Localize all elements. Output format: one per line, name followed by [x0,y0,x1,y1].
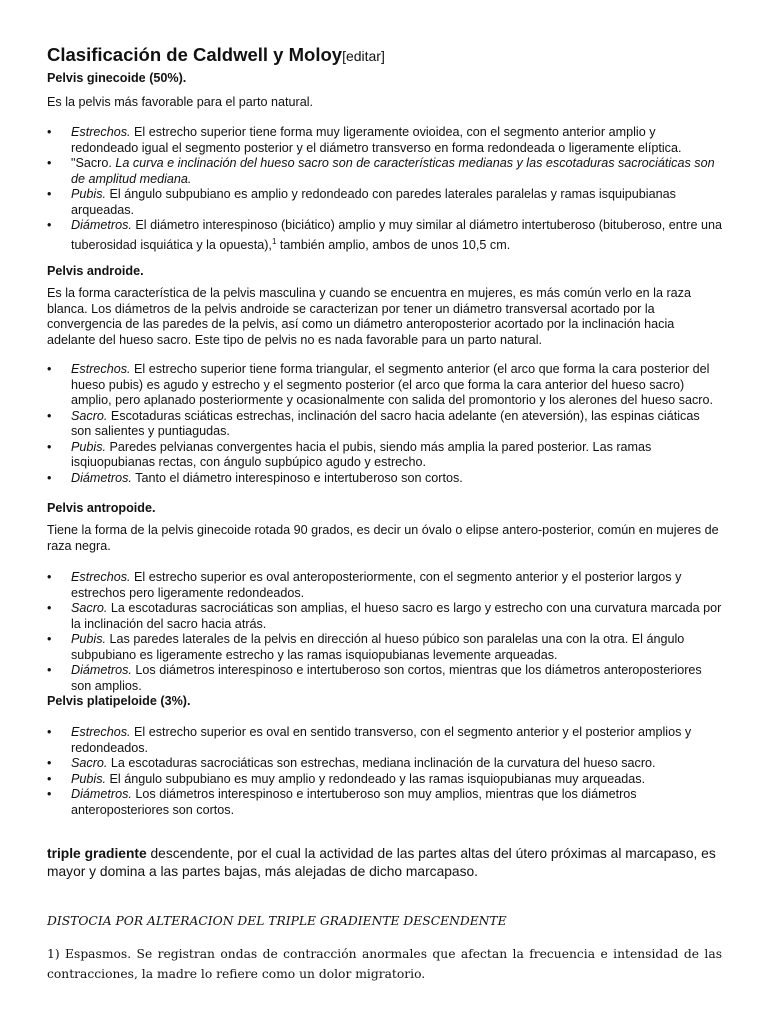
list-item: • Sacro. La escotaduras sacrociáticas son estrechas, mediana inclinación de la curvatura del hueso sacro. [47,756,722,772]
list-item: • Pubis. Paredes pelvianas convergentes hacia el pubis, siendo más amplia la pared posterior. Las ramas isqiuopubianas rectas, con ángulo supbúpico agudo y estrecho. [47,440,722,471]
list-platipeloide [47,725,722,818]
section-heading-platipeloide: Pelvis platipeloide (3%). [47,694,191,708]
list-item: • Estrechos. El estrecho superior tiene forma triangular, el segmento anterior (el arco que forma la cara posterior del hueso pubis) es agudo y estrecho y el segmento posterior (el arco que forma la cara anterior del hueso sacro) amplio, pero aplanado posteriormente y ocasionalmente con salida del promontorio y los alerones del hueso sacro. [47,362,722,409]
list-item: • Sacro. La escotaduras sacrociáticas son amplias, el hueso sacro es largo y estrecho con una curvatura marcada por la inclinación del sacro hacia atrás. [47,601,722,632]
page-title [47,44,385,66]
gradient-paragraph: triple gradiente descendente, por el cual la actividad de las partes altas del útero próximas al marcapaso, es mayor y domina a las partes bajas, más alejadas de dicho marcapaso. [47,846,716,879]
list-item: • Diámetros. Los diámetros interespinoso e intertuberoso son muy amplios, mientras que los diámetros anteroposteriores son cortos. [47,787,722,818]
footnote-link[interactable]: 1 [271,236,277,246]
list-item: • Diámetros. Los diámetros interespinoso e intertuberoso son cortos, mientras que los diámetros anteroposteriores son amplios. [47,663,722,694]
section-intro-antropoide: Tiene la forma de la pelvis ginecoide rotada 90 grados, es decir un óvalo o elipse antero-posterior, común en mujeres de raza negra. [47,523,719,553]
list-item: • Pubis. El ángulo subpubiano es muy amplio y redondeado y las ramas isquiopubianas muy arqueadas. [47,772,722,788]
list-ginecoide [47,125,722,253]
edit-link[interactable]: [editar] [342,48,385,64]
list-item: • Pubis. Las paredes laterales de la pelvis en dirección al hueso púbico son paralelas una con la otra. El ángulo subpubiano es ligeramente estrecho y las ramas isquiopubianas levemente arqueadas. [47,632,722,663]
list-item: • "Sacro. La curva e inclinación del hueso sacro son de características medianas y las escotaduras sacrociáticas son de amplitud mediana. [47,156,722,187]
list-item: • Pubis. El ángulo subpubiano es amplio y redondeado con paredes laterales paralelas y ramas isquipubianas arqueadas. [47,187,722,218]
list-antropoide [47,570,722,694]
list-item: • Estrechos. El estrecho superior es oval en sentido transverso, con el segmento anterior y el posterior amplios y redondeados. [47,725,722,756]
list-item: • Estrechos. El estrecho superior es oval anteroposteriormente, con el segmento anterior y el posterior largos y estrechos pero ligeramente redondeados. [47,570,722,601]
list-item: • Diámetros. Tanto el diámetro interespinoso e intertuberoso son cortos. [47,471,722,487]
distocia-paragraph: 1) Espasmos. Se registran ondas de contracción anormales que afectan la frecuencia e intensidad de las contracciones, la madre lo refiere como un dolor migratorio. [47,947,722,981]
section-intro-ginecoide: Es la pelvis más favorable para el parto natural. [47,95,314,109]
section-heading-ginecoide: Pelvis ginecoide (50%). [47,71,187,85]
list-androide [47,362,722,486]
list-item: • Estrechos. El estrecho superior tiene forma muy ligeramente ovioidea, con el segmento anterior amplio y redondeado igual el segmento posterior y el diámetro transverso en forma redondeada o ligeramente elíptica. [47,125,722,156]
section-intro-androide: Es la forma característica de la pelvis masculina y cuando se encuentra en mujeres, es más común verlo en la raza blanca. Los diámetros de la pelvis androide se caracterizan por tener un diámetro transversal acortado por la convergencia de las paredes de la pelvis, así como un diámetro anteroposterior acortado por la inclinación hacia adelante del hueso sacro. Este tipo de pelvis no es nada favorable para un parto natural. [47,286,691,347]
section-heading-antropoide: Pelvis antropoide. [47,501,156,515]
section-heading-androide: Pelvis androide. [47,264,144,278]
title-text: Clasificación de Caldwell y Moloy [47,44,343,65]
list-item: • Diámetros. El diámetro interespinoso (biciático) amplio y muy similar al diámetro intertuberoso (bituberoso, entre una tuberosidad isquiática y la opuesta),$^1$ también amplio, ambos de unos 10,5 cm. [47,218,722,253]
distocia-heading: DISTOCIA POR ALTERACION DEL TRIPLE GRADIENTE DESCENDENTE [47,914,507,928]
list-item: • Sacro. Escotaduras sciáticas estrechas, inclinación del sacro hacia adelante (en ateversión), las espinas ciáticas son salientes y puntiagudas. [47,409,722,440]
